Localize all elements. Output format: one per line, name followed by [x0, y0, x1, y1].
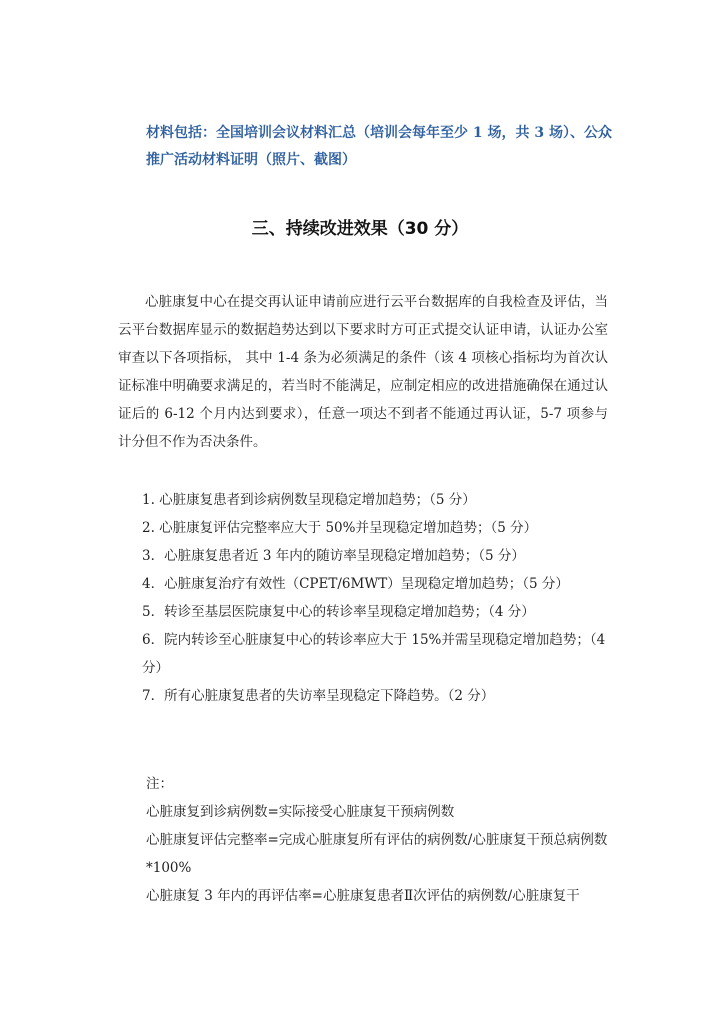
notes-label: 注： [146, 776, 173, 792]
note-line: 心脏康复评估完整率=完成心脏康复所有评估的病例数/心脏康复干预总病例数*100% [146, 832, 608, 876]
materials-note: 材料包括：全国培训会议材料汇总（培训会每年至少 1 场，共 3 场）、公众推广活动材料证明（照片、截图） [146, 125, 612, 168]
criteria-item: 7．所有心脏康复患者的失访率呈现稳定下降趋势。（2 分） [142, 688, 495, 704]
criteria-item: 2. 心脏康复评估完整率应大于 50%并呈现稳定增加趋势；（5 分） [142, 520, 538, 536]
intro-paragraph: 心脏康复中心在提交再认证申请前应进行云平台数据库的自我检查及评估，当云平台数据库显示的数据趋势达到以下要求时方可正式提交认证申请，认证办公室审查以下各项指标， 其中 1-4 条为必须满足的条件（该 4 项核心指标均为首次认证标准中明确要求满足的，若当时不能满足，应制定相应的改进措施确保在通过认证后的 6-12 个月内达到要求），任意一项达不到者不能通过再认证，5-7 项参与计分但不作为否决条件。 [118, 294, 608, 450]
note-line: 心脏康复 3 年内的再评估率=心脏康复患者Ⅱ次评估的病例数/心脏康复干 [146, 888, 580, 904]
criteria-item: 5．转诊至基层医院康复中心的转诊率呈现稳定增加趋势；（4 分） [142, 604, 535, 620]
section-heading: 三、持续改进效果（30 分） [251, 219, 469, 239]
notes-section [146, 770, 612, 910]
criteria-item: 6．院内转诊至心脏康复中心的转诊率应大于 15%并需呈现稳定增加趋势；（4 分） [142, 632, 606, 676]
note-line: 心脏康复到诊病例数=实际接受心脏康复干预病例数 [146, 804, 455, 820]
criteria-item: 1. 心脏康复患者到诊病例数呈现稳定增加趋势；（5 分） [142, 492, 476, 508]
criteria-item: 4．心脏康复治疗有效性（CPET/6MWT）呈现稳定增加趋势；（5 分） [142, 576, 569, 592]
criteria-item: 3．心脏康复患者近 3 年内的随访率呈现稳定增加趋势；（5 分） [142, 548, 525, 564]
criteria-list [142, 486, 612, 710]
